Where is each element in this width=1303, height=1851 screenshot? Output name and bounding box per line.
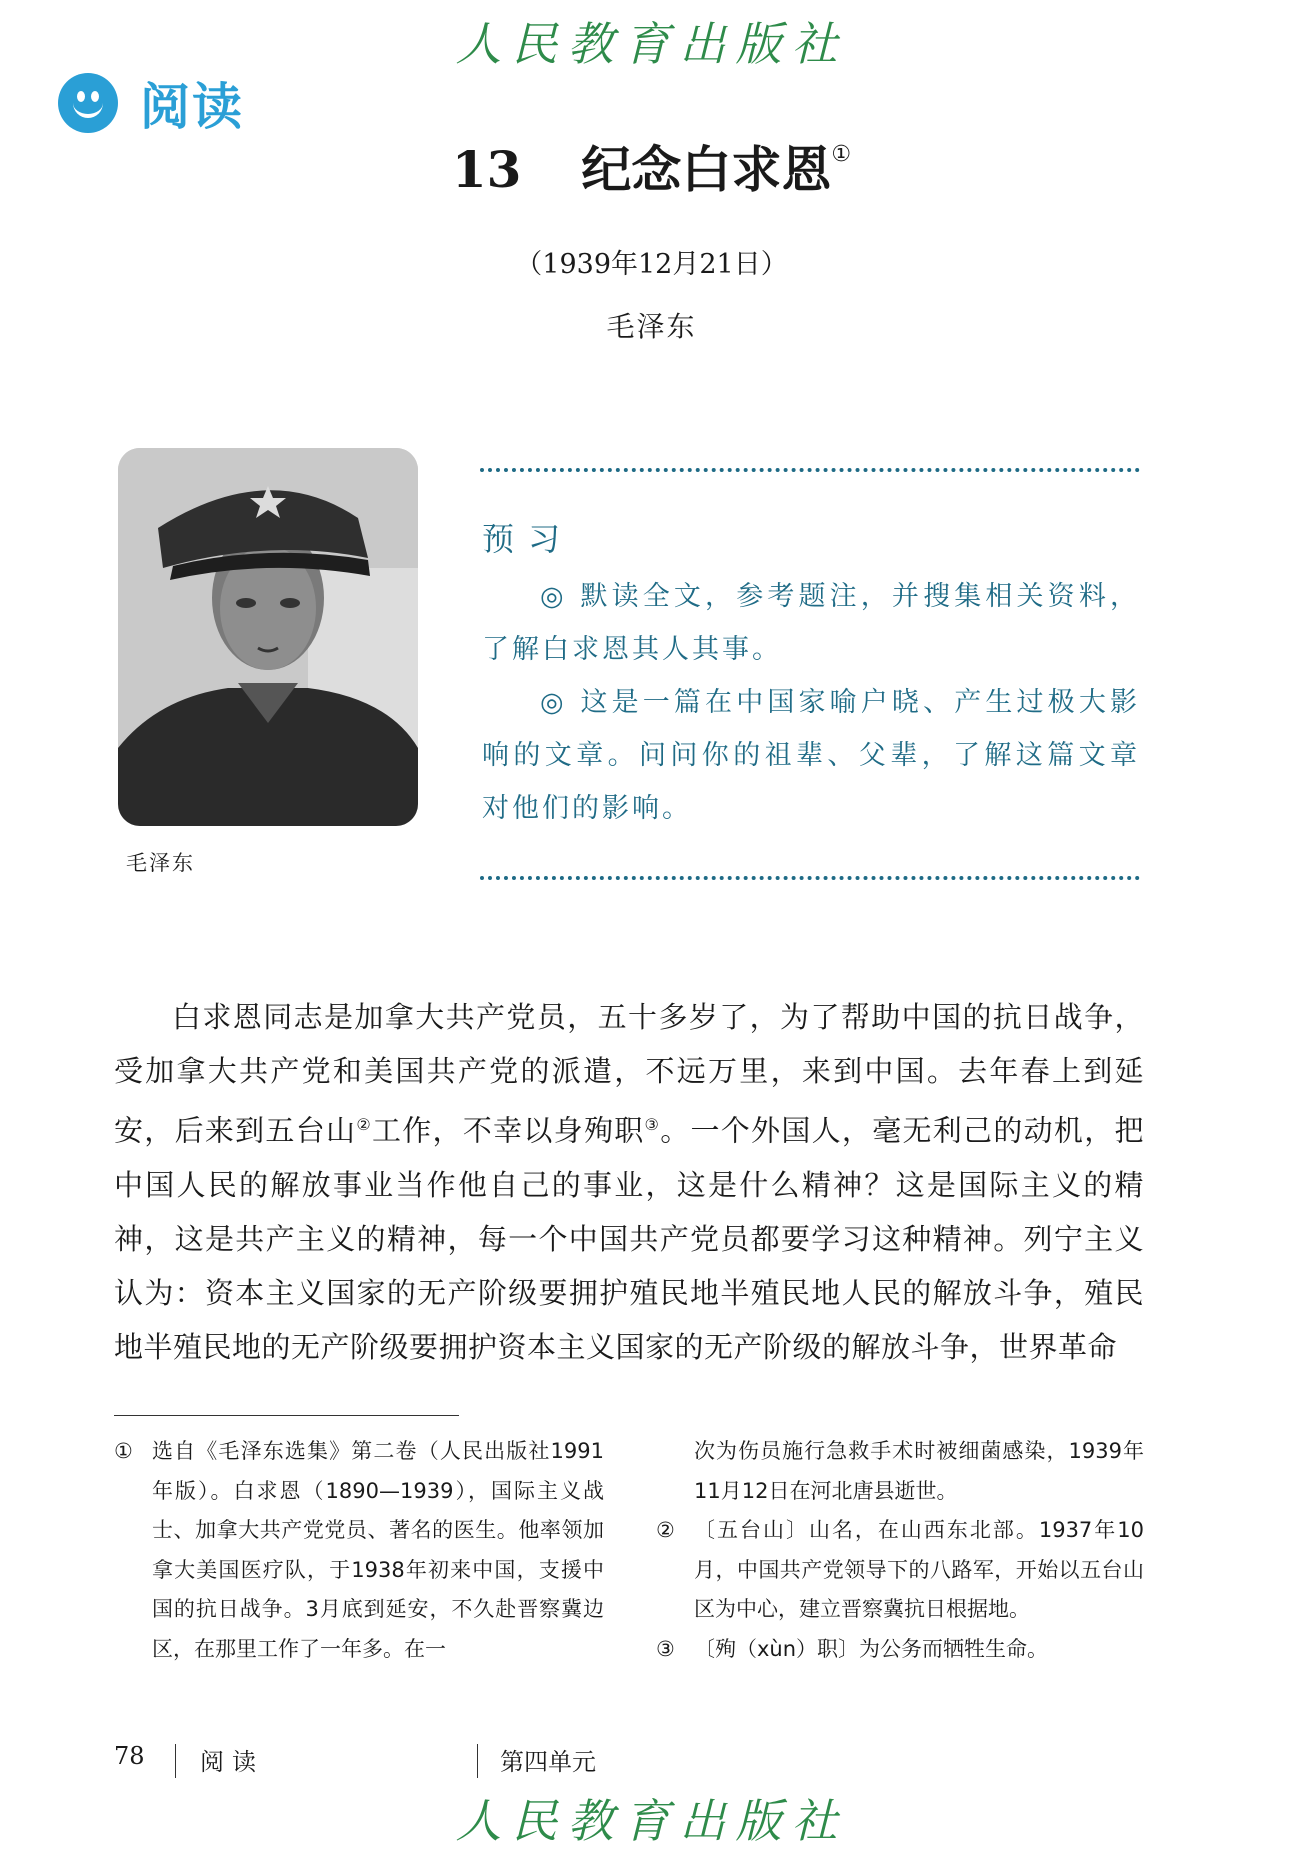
title-text: 纪念白求恩	[581, 141, 832, 199]
article-author: 毛泽东	[606, 310, 697, 343]
title-footnote-marker: ①	[831, 142, 852, 167]
running-head: 阅读	[200, 1748, 264, 1776]
footnotes-right-column	[656, 1432, 1144, 1669]
section-label	[58, 68, 244, 138]
article-title	[0, 130, 1303, 202]
lesson-number: 13	[451, 140, 522, 199]
preview-body	[482, 570, 1140, 835]
article-date: （1939年12月21日）	[515, 249, 788, 280]
footnote-2: ② 〔五台山〕山名，在山西东北部。1937年10月，中国共产党领导下的八路军，开始以五台山区为中心，建立晋察冀抗日根据地。	[656, 1518, 1144, 1621]
footnote-marker-3: ③	[644, 1115, 661, 1134]
publisher-watermark-bottom: 人民教育出版社	[455, 1794, 848, 1848]
author-portrait	[118, 448, 418, 826]
folio-separator	[477, 1744, 478, 1778]
paragraph-1: 白求恩同志是加拿大共产党员，五十多岁了，为了帮助中国的抗日战争，受加拿大共产党和美国共产党的派遣，不远万里，来到中国。去年春上到延安，后来到五台山②工作，不幸以身殉职③。一个外国人，毫无利己的动机，把中国人民的解放事业当作他自己的事业，这是什么精神？这是国际主义的精神，这是共产主义的精神，每一个中国共产党员都要学习这种精神。列宁主义认为：资本主义国家的无产阶级要拥护殖民地半殖民地人民的解放斗争，殖民地半殖民地的无产阶级要拥护资本主义国家的无产阶级的解放斗争，世界革命	[114, 1000, 1144, 1364]
footnote-1: ① 选自《毛泽东选集》第二卷（人民出版社1991年版）。白求恩（1890—1939），国际主义战士、加拿大共产党党员、著名的医生。他率领加拿大美国医疗队，于1938年初来中国，支援中国的抗日战争。3月底到延安，不久赴晋察冀边区，在那里工作了一年多。在一	[114, 1439, 604, 1661]
footnote-3: ③ 〔殉（xùn）职〕为公务而牺牲生命。	[656, 1636, 1049, 1661]
section-label-text: 阅读	[140, 78, 244, 136]
footnote-divider	[114, 1415, 459, 1416]
article-body	[114, 990, 1144, 1374]
footnotes-left-column	[114, 1432, 604, 1669]
preview-box	[480, 468, 1140, 880]
publisher-watermark-top: 人民教育出版社	[455, 17, 848, 71]
page-number: 78	[114, 1742, 145, 1770]
unit-label: 第四单元	[500, 1748, 596, 1776]
preview-heading: 预习	[482, 520, 575, 558]
preview-item-2: ◎ 这是一篇在中国家喻户晓、产生过极大影响的文章。问问你的祖辈、父辈，了解这篇文章对他们的影响。	[482, 687, 1140, 824]
smiley-icon	[58, 73, 118, 133]
preview-item-1: ◎ 默读全文，参考题注，并搜集相关资料，了解白求恩其人其事。	[482, 581, 1140, 665]
portrait-caption: 毛泽东	[126, 851, 195, 875]
folio-separator	[175, 1744, 176, 1778]
footnote-marker-2: ②	[356, 1115, 372, 1134]
footnote-1-continued: 次为伤员施行急救手术时被细菌感染，1939年11月12日在河北唐县逝世。	[694, 1439, 1144, 1503]
